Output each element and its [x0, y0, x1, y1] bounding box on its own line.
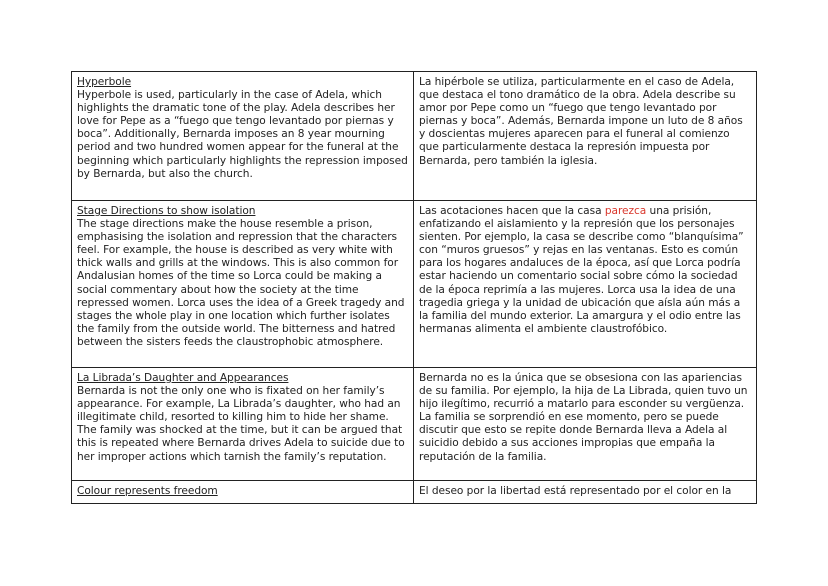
spanish-text-end: una prisión, enfatizando el aislamiento y la represión que los personajes sienten. Por ejemplo, la casa se describe como “blanquísima” con “muros gruesos” y rejas en las ventanas. Esto es común para los hogares andaluces de la época, así que Lorca podría estar haciendo un comentario social sobre cómo la sociedad de la época reprimía a las mujeres. Lorca usa la idea de una tragedia griega y la unidad de ubicación que aísla aún más a la familia del mundo exterior. La amargura y el odio entre las hermanas alimenta el ambiente claustrofóbico. — [419, 205, 744, 335]
section-heading: Colour represents freedom — [77, 485, 218, 497]
table-row — [72, 368, 757, 481]
english-text: Bernarda is not the only one who is fixated on her family’s appearance. For example, La Librada’s daughter, who had an illegitimate child, resorted to killing him to hide her shame. The family was shocked at the time, but it can be argued that this is repeated where Bernarda drives Adela to suicide due to her improper actions which tarnish the family’s reputation. — [77, 385, 405, 463]
section-heading: La Librada’s Daughter and Appearances — [77, 372, 289, 384]
table-row — [72, 72, 757, 201]
highlighted-word: parezca — [604, 205, 647, 217]
table-row — [72, 481, 757, 504]
spanish-cell — [414, 368, 757, 481]
spanish-text: El deseo por la libertad está representado por el color en la — [419, 485, 732, 497]
english-cell — [72, 72, 414, 201]
translation-table — [71, 71, 757, 504]
spanish-text-start: Las acotaciones hacen que la casa — [419, 205, 605, 217]
section-heading: Stage Directions to show isolation — [77, 205, 256, 217]
spanish-text: La hipérbole se utiliza, particularmente en el caso de Adela, que destaca el tono dramático de la obra. Adela describe su amor por Pepe como un “fuego que tengo levantado por piernas y boca”. Además, Bernarda impone un luto de 8 años y doscientas mujeres aparecen para el funeral al comienzo que particularmente destaca la represión impuesta por Bernarda, pero también la iglesia. — [419, 76, 743, 167]
spanish-text — [419, 205, 751, 336]
section-heading: Hyperbole — [77, 76, 132, 88]
english-cell — [72, 481, 414, 504]
english-text: The stage directions make the house resemble a prison, emphasising the isolation and repression that the characters feel. For example, the house is described as very white with thick walls and grills at the windows. This is also common for Andalusian homes of the time so Lorca could be making a social commentary about how the society at the time repressed women. Lorca uses the idea of a Greek tragedy and stages the whole play in one location which further isolates the family from the outside world. The bitterness and hatred between the sisters feeds the claustrophobic atmosphere. — [77, 218, 405, 348]
english-cell — [72, 368, 414, 481]
spanish-cell — [414, 481, 757, 504]
table-row — [72, 201, 757, 368]
english-text: Hyperbole is used, particularly in the case of Adela, which highlights the dramatic tone of the play. Adela describes her love for Pepe as a “fuego que tengo levantado por piernas y boca”. Additionally, Bernarda imposes an 8 year mourning period and two hundred women appear for the funeral at the beginning which particularly highlights the repression imposed by Bernarda, but also the church. — [77, 89, 408, 180]
spanish-text: Bernarda no es la única que se obsesiona con las apariencias de su familia. Por ejemplo, la hija de La Librada, quien tuvo un hijo ilegítimo, recurrió a matarlo para esconder su vergüenza. La familia se sorprendió en ese momento, pero se puede discutir que esto se repite donde Bernarda lleva a Adela al suicidio debido a sus acciones impropias que empaña la reputación de la familia. — [419, 372, 748, 463]
english-cell — [72, 201, 414, 368]
spanish-cell — [414, 201, 757, 368]
spanish-cell — [414, 72, 757, 201]
